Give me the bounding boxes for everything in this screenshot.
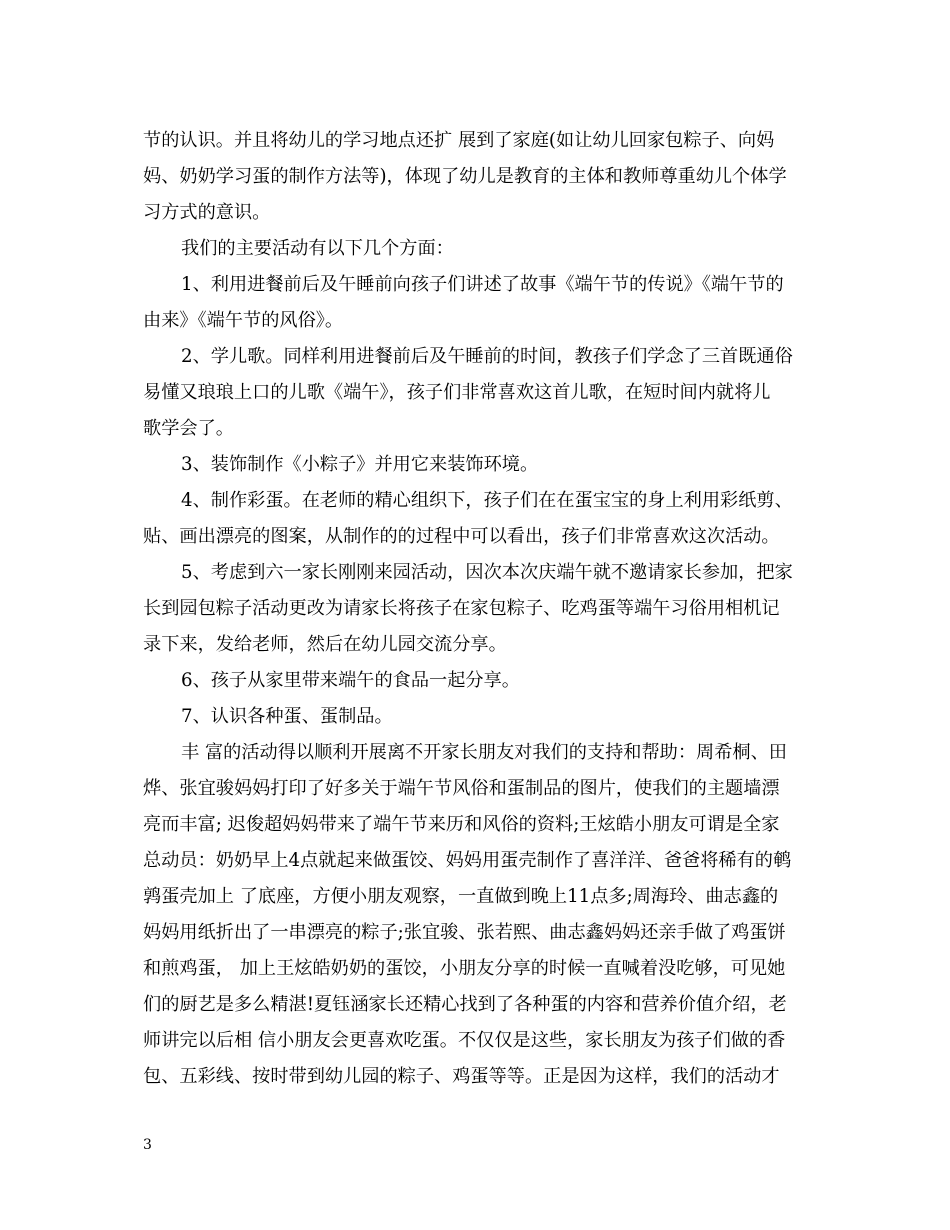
text-line: 5、考虑到六一家长刚刚来园活动，因次本次庆端午就不邀请家长参加，把家: [181, 562, 793, 583]
page-number: 3: [143, 1137, 152, 1153]
text-line: 1、利用进餐前后及午睡前向孩子们讲述了故事《端午节的传说》《端午节的: [181, 274, 784, 295]
text-line: 节的认识。并且将幼儿的学习地点还扩 展到了家庭(如让幼儿回家包粽子、向妈: [143, 130, 775, 151]
text-line: 6、孩子从家里带来端午的食品一起分享。: [181, 670, 520, 691]
text-line: 易懂又琅琅上口的儿歌《端午》，孩子们非常喜欢这首儿歌，在短时间内就将儿: [143, 382, 771, 403]
text-line: 包、五彩线、按时带到幼儿园的粽子、鸡蛋等等。正是因为这样，我们的活动才: [143, 1066, 780, 1087]
text-line: 妈、奶奶学习蛋的制作方法等)，体现了幼儿是教育的主体和教师尊重幼儿个体学: [143, 166, 787, 187]
text-line: 丰 富的活动得以顺利开展离不开家长朋友对我们的支持和帮助：周希桐、田: [181, 742, 787, 763]
text-line: 亮而丰富; 迟俊超妈妈带来了端午节来历和风俗的资料;王炫皓小朋友可谓是全家: [143, 814, 780, 835]
text-line: 4、制作彩蛋。在老师的精心组织下，孩子们在在蛋宝宝的身上利用彩纸剪、: [181, 490, 793, 511]
text-line: 师讲完以后相 信小朋友会更喜欢吃蛋。不仅仅是这些，家长朋友为孩子们做的香: [143, 1030, 786, 1051]
text-line: 习方式的意识。: [143, 202, 271, 223]
text-line: 烨、张宜骏妈妈打印了好多关于端午节风俗和蛋制品的图片，使我们的主题墙漂: [143, 778, 780, 799]
text-line: 总动员：奶奶早上4点就起来做蛋饺、妈妈用蛋壳制作了喜洋洋、爸爸将稀有的鹌: [143, 850, 792, 871]
text-line: 3、装饰制作《小粽子》并用它来装饰环境。: [181, 454, 539, 475]
text-line: 2、学儿歌。同样利用进餐前后及午睡前的时间，教孩子们学念了三首既通俗: [181, 346, 793, 367]
text-line: 歌学会了。: [143, 418, 234, 439]
text-line: 们的厨艺是多么精湛!夏钰涵家长还精心找到了各种蛋的内容和营养价值介绍，老: [143, 994, 787, 1015]
text-line: 我们的主要活动有以下几个方面：: [181, 238, 454, 259]
text-line: 7、认识各种蛋、蛋制品。: [181, 706, 393, 727]
text-line: 妈妈用纸折出了一串漂亮的粽子;张宜骏、张若熙、曲志鑫妈妈还亲手做了鸡蛋饼: [143, 922, 786, 943]
text-line: 录下来，发给老师，然后在幼儿园交流分享。: [143, 634, 507, 655]
text-line: 贴、画出漂亮的图案，从制作的的过程中可以看出，孩子们非常喜欢这次活动。: [143, 526, 780, 547]
text-line: 由来》《端午节的风俗》。: [143, 310, 344, 331]
text-line: 长到园包粽子活动更改为请家长将孩子在家包粽子、吃鸡蛋等端午习俗用相机记: [143, 598, 780, 619]
text-line: 和煎鸡蛋， 加上王炫皓奶奶的蛋饺，小朋友分享的时候一直喊着没吃够，可见她: [143, 958, 786, 979]
text-line: 鹑蛋壳加上 了底座，方便小朋友观察，一直做到晚上11点多;周海玲、曲志鑫的: [143, 886, 779, 907]
document-body: [143, 123, 809, 1095]
